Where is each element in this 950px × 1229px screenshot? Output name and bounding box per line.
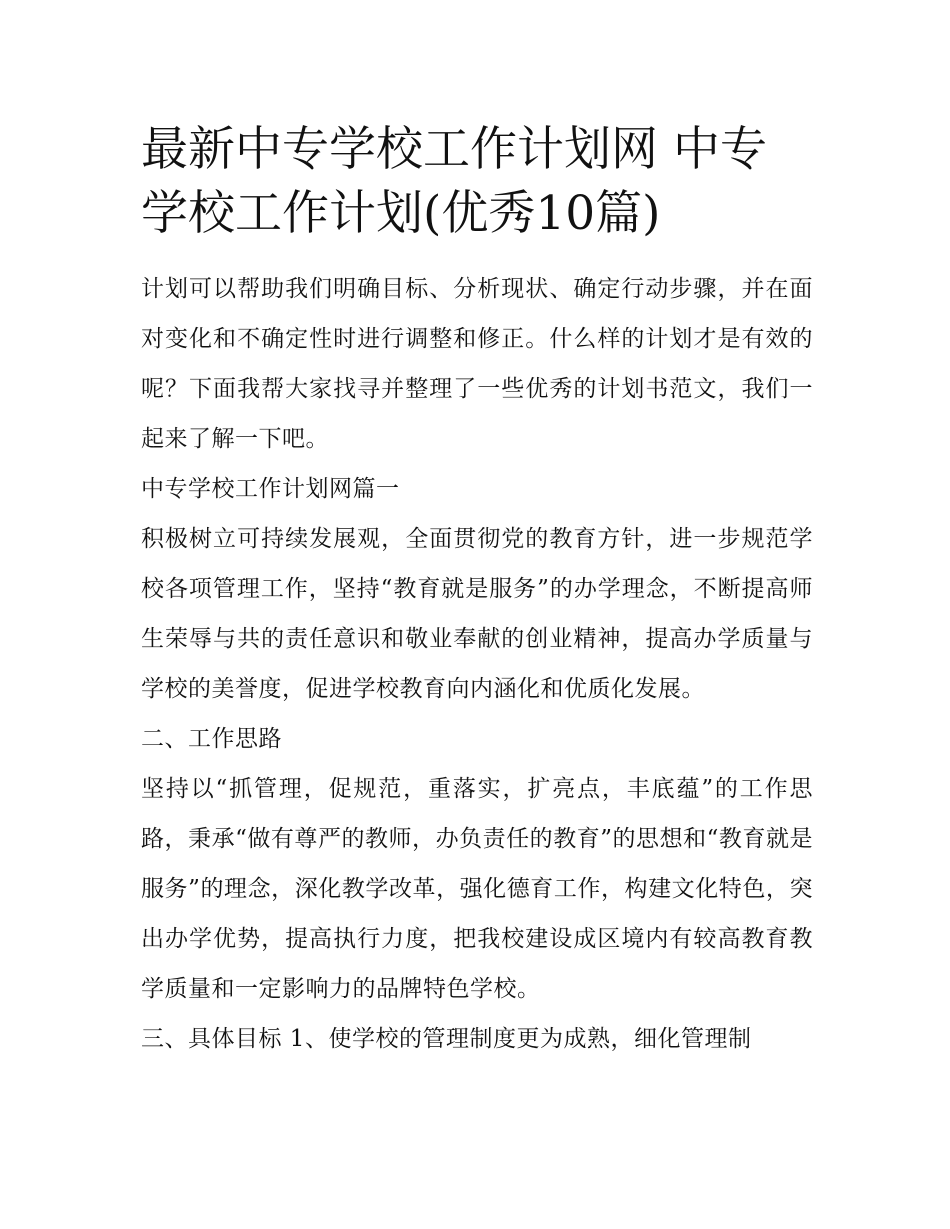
document-content <box>141 118 813 1064</box>
section-heading-2: 二、工作思路 <box>141 726 282 752</box>
document-title: 最新中专学校工作计划网 中专学校工作计划(优秀10篇) <box>141 122 767 241</box>
section-heading-3: 三、具体目标 1、使学校的管理制度更为成熟，细化管理制 <box>141 1026 752 1052</box>
section-body-2: 坚持以“抓管理，促规范，重落实，扩亮点，丰底蕴”的工作思路，秉承“做有尊严的教师，办负责任的教育”的思想和“教育就是服务”的理念，深化教学改革，强化德育工作，构建文化特色，突出办学优势，提高执行力度，把我校建设成区境内有较高教育教学质量和一定影响力的品牌特色学校。 <box>141 776 813 1002</box>
section-body-1: 积极树立可持续发展观，全面贯彻党的教育方针，进一步规范学校各项管理工作，坚持“教育就是服务”的办学理念，不断提高师生荣辱与共的责任意识和敬业奉献的创业精神，提高办学质量与学校的美誉度，促进学校教育向内涵化和优质化发展。 <box>141 526 813 702</box>
section-heading-1: 中专学校工作计划网篇一 <box>141 476 400 502</box>
intro-paragraph: 计划可以帮助我们明确目标、分析现状、确定行动步骤，并在面对变化和不确定性时进行调整和修正。什么样的计划才是有效的呢？下面我帮大家找寻并整理了一些优秀的计划书范文，我们一起来了解一下吧。 <box>141 276 813 452</box>
